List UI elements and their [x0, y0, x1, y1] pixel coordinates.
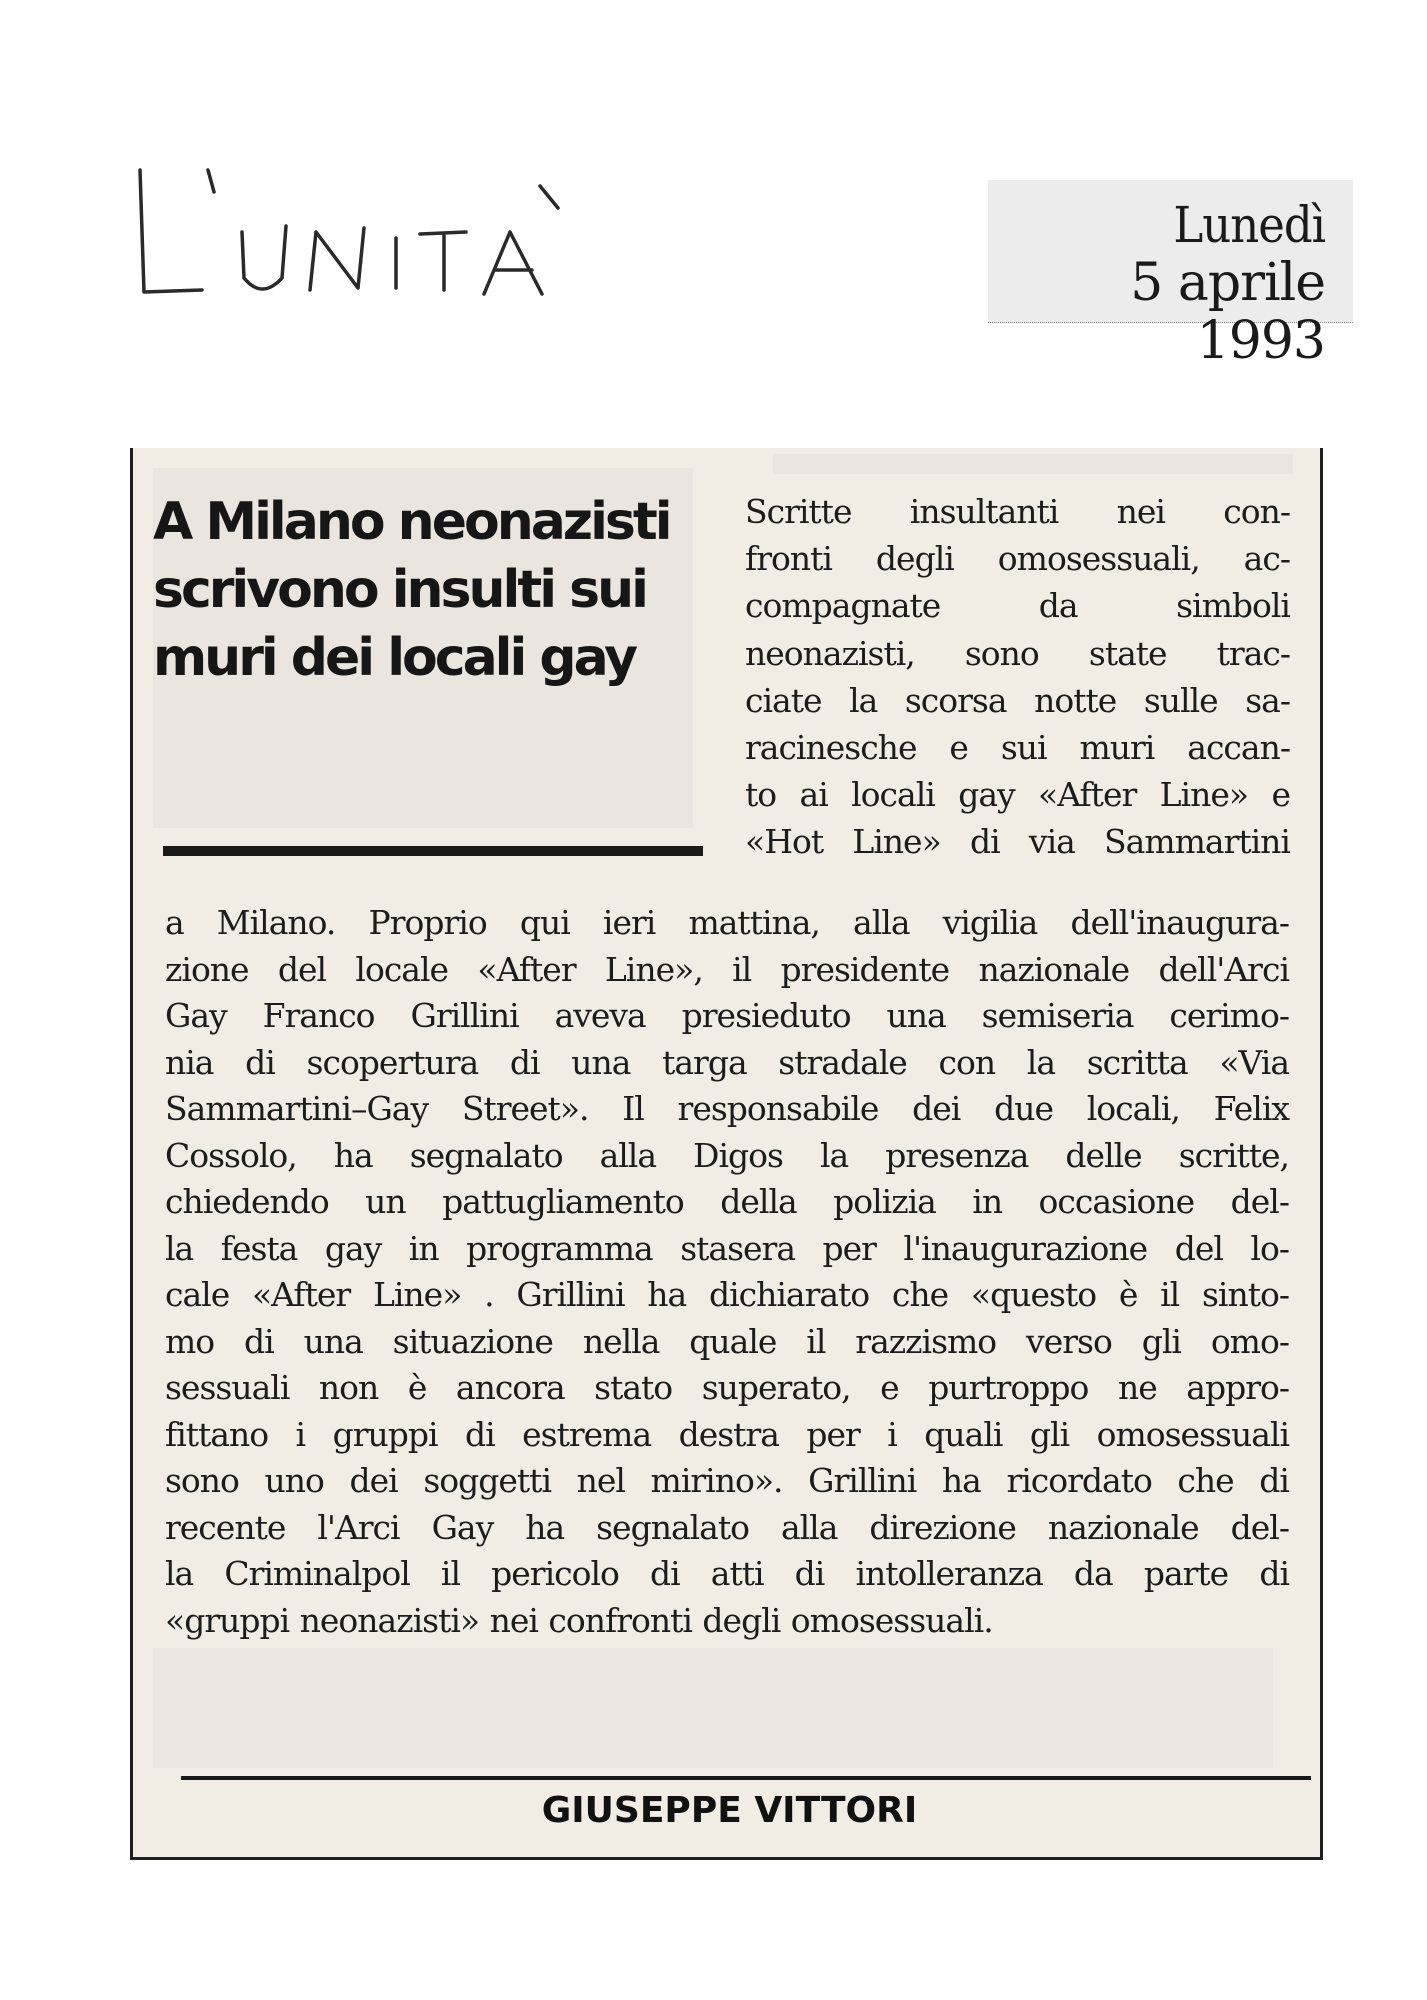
lead-line: ciate la scorsa notte sulle sa-	[745, 680, 1290, 720]
handwritten-masthead	[130, 140, 610, 340]
lead-line: fronti degli omosessuali, ac-	[745, 539, 1290, 579]
body-line: la Criminalpol il pericolo di atti di intolleranza da parte di	[165, 1554, 1289, 1593]
body-line: sessuali non è ancora stato superato, e purtroppo ne appro-	[165, 1368, 1289, 1407]
lead-line: compagnate da simboli	[745, 586, 1290, 626]
body-line: Sammartini–Gay Street». Il responsabile dei due locali, Felix	[165, 1089, 1289, 1128]
article-headline: A Milano neonazisti scrivono insulti sui muri dei locali gay	[153, 492, 670, 688]
body-line: fittano i gruppi di estrema destra per i quali gli omosessuali	[165, 1414, 1289, 1454]
body-line: cale «After Line» . Grillini ha dichiarato che «questo è il sinto-	[165, 1275, 1289, 1314]
body-line: Gay Franco Grillini aveva presieduto una semiseria cerimo-	[165, 996, 1289, 1035]
lead-line: racinesche e sui muri accan-	[745, 728, 1290, 768]
article-clipping	[130, 448, 1323, 1860]
lead-line: «Hot Line» di via Sammartini	[745, 822, 1290, 862]
body-line: la festa gay in programma stasera per l'inaugurazione del lo-	[165, 1228, 1289, 1268]
body-line: Cossolo, ha segnalato alla Digos la presenza delle scritte,	[165, 1135, 1289, 1175]
body-line: recente l'Arci Gay ha segnalato alla direzione nazionale del-	[165, 1507, 1289, 1547]
byline: GIUSEPPE VITTORI	[541, 1790, 918, 1831]
headline-rule	[163, 846, 703, 856]
byline-rule	[181, 1776, 1311, 1780]
lead-line: Scritte insultanti nei con-	[745, 492, 1290, 531]
body-line: zione del locale «After Line», il presidente nazionale dell'Arci	[165, 949, 1289, 989]
body-line: nia di scopertura di una targa stradale con la scritta «Via	[165, 1042, 1289, 1082]
date-full: 5 aprile 1993	[1130, 253, 1325, 371]
date-box	[988, 180, 1353, 371]
body-line: «gruppi neonazisti» nei confronti degli omosessuali.	[165, 1600, 993, 1640]
body-line: sono uno dei soggetti nel mirino». Grillini ha ricordato che di	[165, 1461, 1289, 1500]
lead-line: neonazisti, sono state trac-	[745, 633, 1290, 673]
lead-line: to ai locali gay «After Line» e	[745, 775, 1290, 815]
body-line: chiedendo un pattugliamento della polizia in occasione del-	[165, 1182, 1289, 1221]
article-body	[165, 900, 1289, 1644]
lead-column	[745, 488, 1290, 866]
date-day: Lunedì	[1173, 196, 1325, 254]
body-line: mo di una situazione nella quale il razzismo verso gli omo-	[165, 1321, 1289, 1361]
body-line: a Milano. Proprio qui ieri mattina, alla vigilia dell'inaugura-	[165, 903, 1289, 942]
